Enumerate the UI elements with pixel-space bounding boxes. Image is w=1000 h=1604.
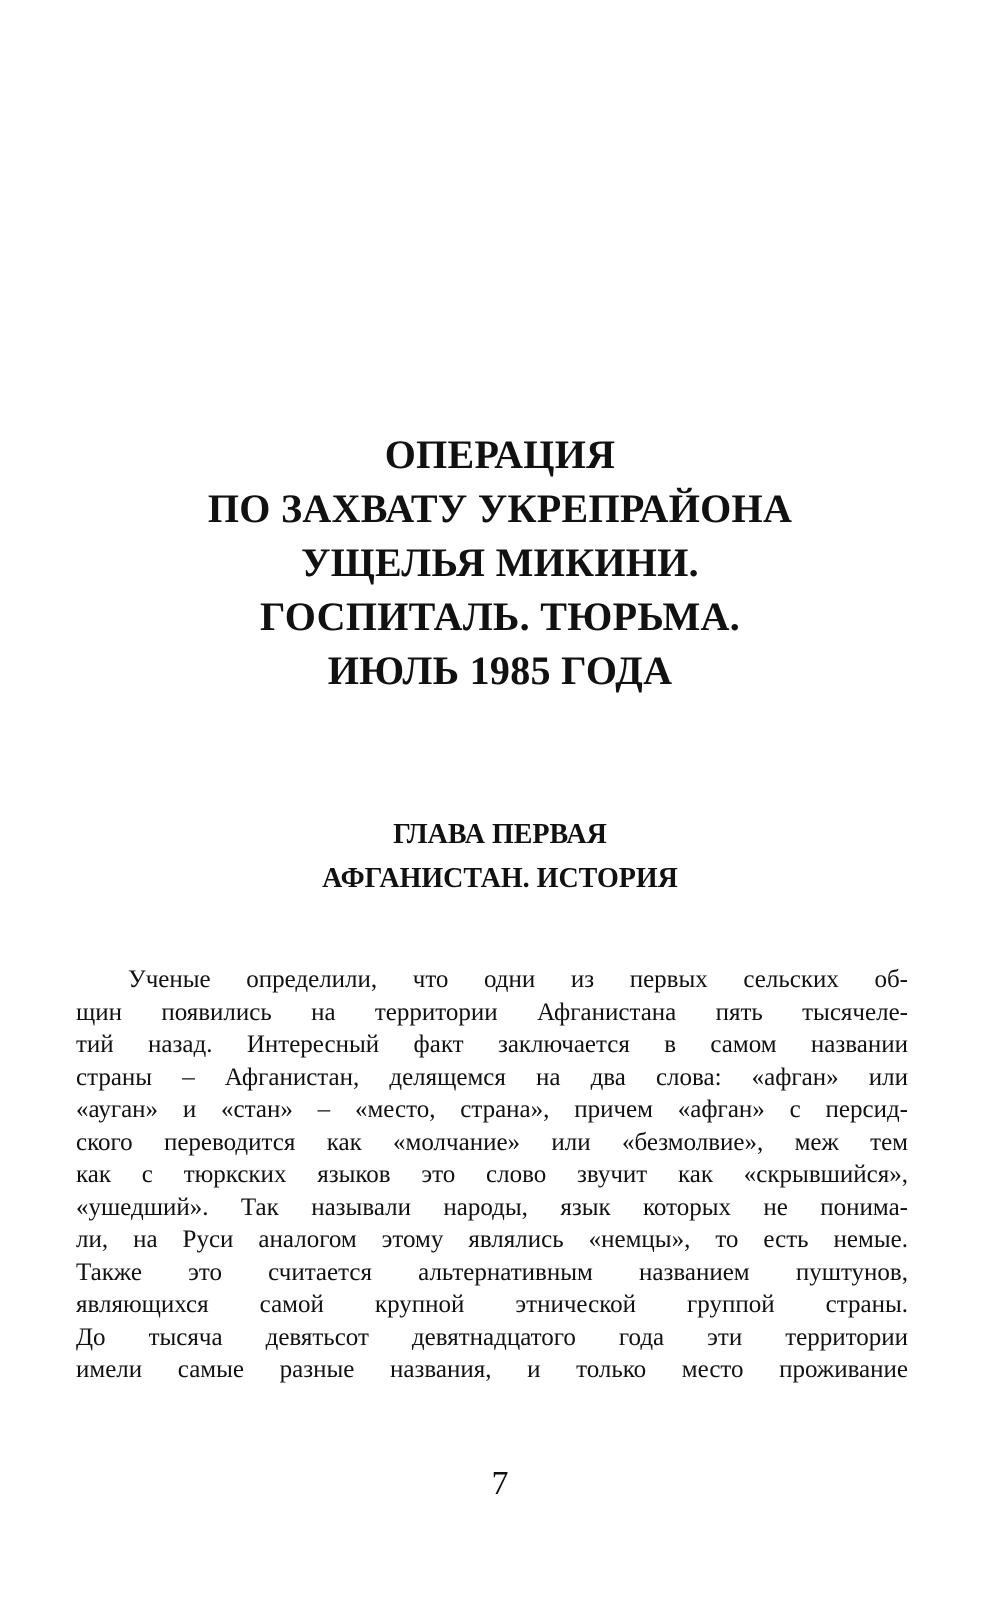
text-line: щин появились на территории Афганистана пять тысячеле- [76,998,908,1026]
text-line: имели самые разные названия, и только место проживание [76,1356,908,1383]
text-line: тий назад. Интересный факт заключается в самом названии [76,1031,908,1058]
text-line: «ушедший». Так называли народы, язык которых не понима- [76,1193,908,1221]
page-number: 7 [491,1465,509,1502]
chapter-title [150,813,850,901]
chapter-title-line: АФГАНИСТАН. ИСТОРИЯ [322,863,678,894]
text-line: До тысяча девятьсот девятнадцатого года эти территории [76,1323,908,1351]
text-line: Также это считается альтернативным названием пуштунов, [76,1258,908,1286]
part-title-line: ИЮЛЬ 1985 ГОДА [327,648,673,693]
text-line: как с тюркских языков это слово звучит как «скрывшийся», [76,1161,908,1188]
chapter-title-line: ГЛАВА ПЕРВАЯ [393,819,607,850]
text-line: ского переводится как «молчание» или «безмолвие», меж тем [76,1128,908,1156]
text-line: страны – Афганистан, делящемся на два слова: «афган» или [76,1063,908,1091]
part-title-line: ГОСПИТАЛЬ. ТЮРЬМА. [259,594,741,639]
body-paragraph [76,964,908,1387]
text-line: являющихся самой крупной этнической группой страны. [76,1291,908,1318]
text-line: Ученые определили, что одни из первых сельских об- [128,966,908,993]
part-title [80,428,920,698]
text-line: «ауган» и «стан» – «место, страна», причем «афган» с персид- [76,1096,908,1123]
part-title-line: УЩЕЛЬЯ МИКИНИ. [301,540,699,585]
part-title-line: ОПЕРАЦИЯ [384,432,616,477]
text-line: ли, на Руси аналогом этому являлись «немцы», то есть немые. [76,1226,908,1253]
part-title-line: ПО ЗАХВАТУ УКРЕПРАЙОНА [207,486,793,531]
